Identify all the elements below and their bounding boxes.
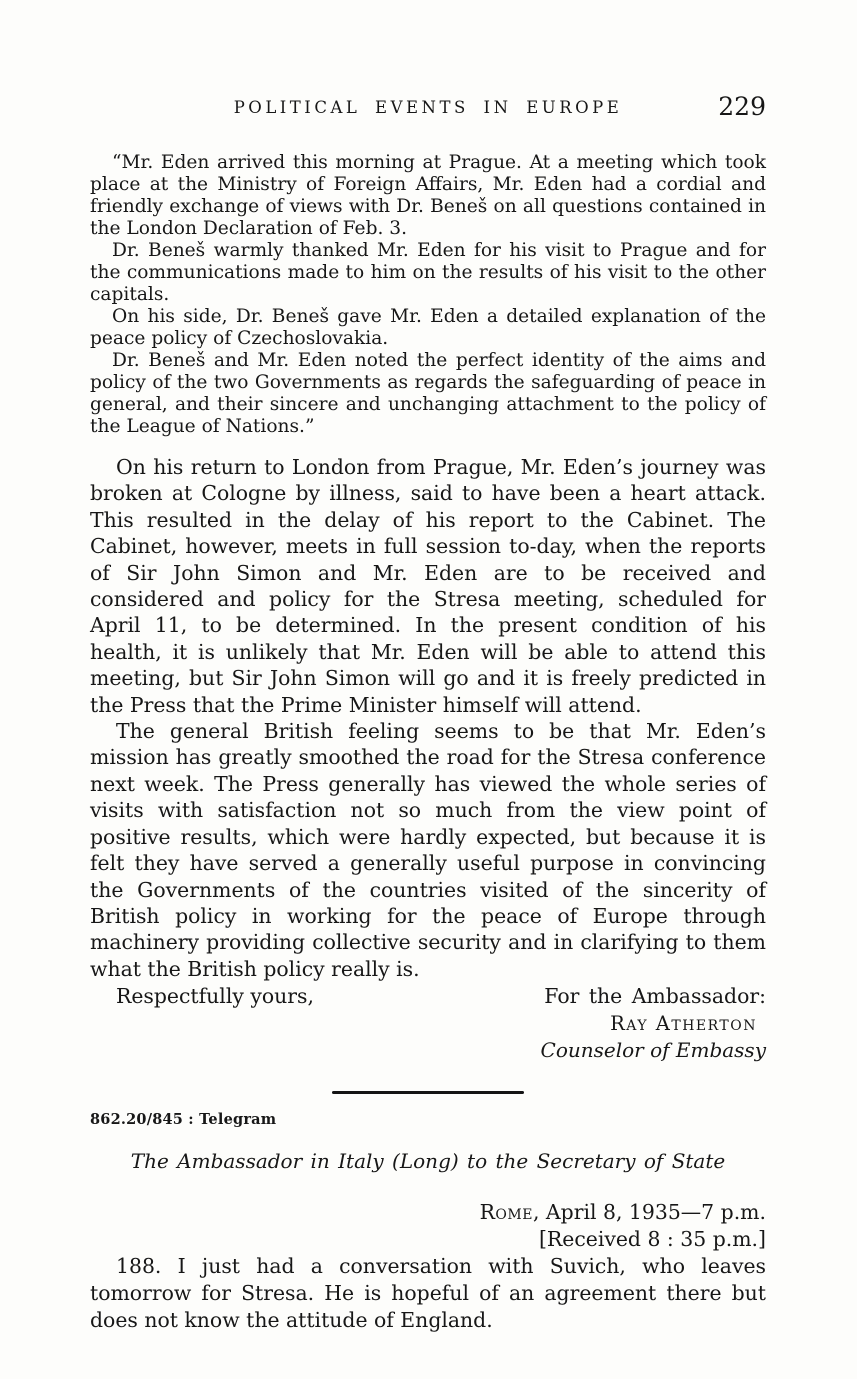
telegram-dateline (90, 1199, 766, 1226)
dateline-place: Rome (479, 1199, 533, 1224)
quote-paragraph: “Mr. Eden arrived this morning at Prague. At a meeting which took place at the Ministry of Foreign Affairs, Mr. Eden had a cordial and friendly exchange of views with Dr. Beneš on all questions contained in the London Declaration of Feb. 3. (90, 152, 766, 239)
received-timestamp: [Received 8 : 35 p.m.] (538, 1226, 766, 1251)
signature-closing-row (90, 983, 766, 1009)
dispatch-body (90, 454, 766, 982)
telegram-body (90, 1253, 766, 1334)
section-divider-rule (332, 1091, 524, 1094)
document-reference-number: 862.20/845 : Telegram (90, 1110, 277, 1128)
signature-name: Ray Atherton (610, 1011, 757, 1035)
signature-title: Counselor of Embassy (540, 1037, 766, 1062)
quote-paragraph: Dr. Beneš and Mr. Eden noted the perfect identity of the aims and policy of the two Governments as regards the safeguarding of peace in general, and their sincere and unchanging attachment to the policy of the League of Nations.” (90, 350, 766, 437)
dateline-date: , April 8, 1935—7 p.m. (532, 1199, 766, 1224)
running-header-title: POLITICAL EVENTS IN EUROPE (233, 98, 623, 117)
quote-paragraph: Dr. Beneš warmly thanked Mr. Eden for his visit to Prague and for the communications made to him on the results of his visit to the other capitals. (90, 240, 766, 305)
page-number: 229 (718, 92, 766, 121)
quoted-extract (90, 152, 766, 438)
for-the-ambassador-line: For the Ambassador: (544, 984, 766, 1009)
running-header (90, 92, 766, 126)
telegram-heading: The Ambassador in Italy (Long) to the Secretary of State (130, 1148, 726, 1173)
body-paragraph: On his return to London from Prague, Mr. Eden’s journey was broken at Cologne by illness, said to have been a heart attack. This resulted in the delay of his report to the Cabinet. The Cabinet, however, meets in full session to-day, when the reports of Sir John Simon and Mr. Eden are to be received and considered and policy for the Stresa meeting, scheduled for April 11, to be determined. In the present condition of his health, it is unlikely that Mr. Eden will be able to attend this meeting, but Sir John Simon will go and it is freely predicted in the Press that the Prime Minister himself will attend. (90, 455, 766, 717)
quote-paragraph: On his side, Dr. Beneš gave Mr. Eden a detailed explanation of the peace policy of Czechoslovakia. (90, 306, 766, 349)
closing-phrase: Respectfully yours, (116, 984, 314, 1009)
telegram-paragraph: 188. I just had a conversation with Suvich, who leaves tomorrow for Stresa. He is hopeful of an agreement there but does not know the attitude of England. (90, 1253, 766, 1332)
body-paragraph: The general British feeling seems to be that Mr. Eden’s mission has greatly smoothed the road for the Stresa conference next week. The Press generally has viewed the whole series of visits with satisfaction not so much from the view point of positive results, which were hardly expected, but because it is felt they have served a generally useful purpose in convincing the Governments of the countries visited of the sincerity of British policy in working for the peace of Europe through machinery providing collective security and in clarifying to them what the British policy really is. (90, 719, 766, 981)
